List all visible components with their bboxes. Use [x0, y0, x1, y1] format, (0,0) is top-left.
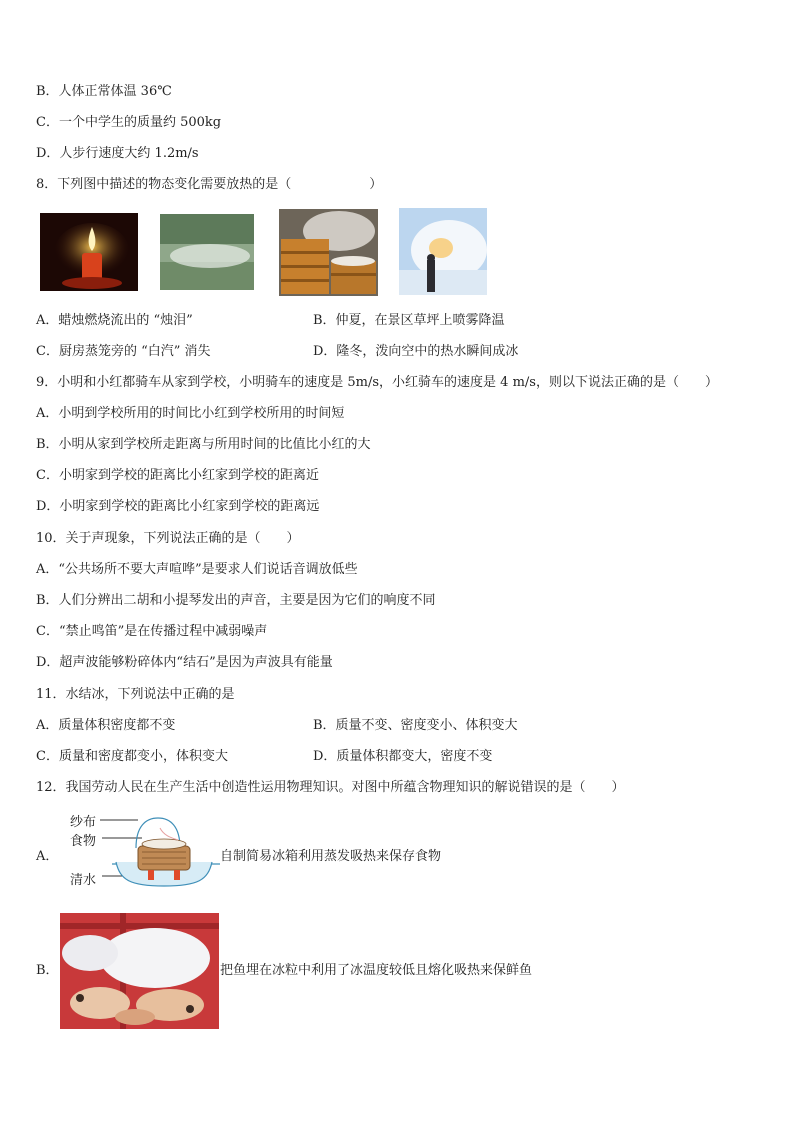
q8-option-a: A．蜡烛燃烧流出的 “烛泪” [36, 313, 193, 328]
q12-option-b-letter: B． [36, 963, 59, 978]
q9-option-a: A．小明到学校所用的时间比小红到学校所用的时间短 [36, 406, 345, 421]
q11-option-b: B．质量不变、密度变小、体积变大 [313, 718, 518, 733]
q8-option-b: B．仲夏，在景区草坪上喷雾降温 [313, 313, 505, 328]
q9-option-b: B．小明从家到学校所走距离与所用时间的比值比小红的大 [36, 437, 371, 452]
q10-option-d: D．超声波能够粉碎体内“结石”是因为声波具有能量 [36, 655, 333, 670]
q8-stem: 8．下列图中描述的物态变化需要放热的是（ ） [36, 177, 383, 192]
q7-option-d: D．人步行速度大约 1.2m/s [36, 146, 199, 161]
q10-option-a: A．“公共场所不要大声喧哗”是要求人们说话音调放低些 [36, 562, 358, 577]
q10-stem: 10．关于声现象，下列说法正确的是（ ） [36, 531, 300, 546]
q12-option-b-text: 把鱼埋在冰粒中利用了冰温度较低且熔化吸热来保鲜鱼 [220, 963, 533, 978]
q10-option-c: C．“禁止鸣笛”是在传播过程中减弱噪声 [36, 624, 268, 639]
food-label: 食物 [70, 834, 97, 849]
q10-option-b: B．人们分辨出二胡和小提琴发出的声音，主要是因为它们的响度不同 [36, 593, 436, 608]
q8-option-c: C．厨房蒸笼旁的 “白汽” 消失 [36, 344, 211, 359]
q12-option-a-letter: A． [36, 849, 59, 864]
q7-option-c: C．一个中学生的质量约 500kg [36, 115, 222, 130]
q12-option-a-text: 自制简易冰箱利用蒸发吸热来保存食物 [220, 849, 442, 864]
q12-stem: 12．我国劳动人民在生产生活中创造性运用物理知识。对图中所蕴含物理知识的解说错误的是（ ） [36, 780, 625, 795]
fish-on-ice-image [60, 913, 219, 1029]
q11-option-a: A．质量体积密度都不变 [36, 718, 176, 733]
q11-option-d: D．质量体积都变大，密度不变 [313, 749, 493, 764]
q11-stem: 11．水结冰，下列说法中正确的是 [36, 687, 235, 702]
lawn-sprinkler-image [160, 214, 254, 290]
q7-option-b: B．人体正常体温 36℃ [36, 84, 172, 99]
candle-image [40, 213, 138, 291]
q9-stem: 9．小明和小红都骑车从家到学校，小明骑车的速度是 5m/s，小红骑车的速度是 4 m/s，则以下说法正确的是（ ） [36, 375, 718, 390]
q11-option-c: C．质量和密度都变小，体积变大 [36, 749, 228, 764]
q8-option-d: D．隆冬，泼向空中的热水瞬间成冰 [313, 344, 519, 359]
water-label: 清水 [70, 873, 97, 888]
q9-option-c: C．小明家到学校的距离比小红家到学校的距离近 [36, 468, 319, 483]
q9-option-d: D．小明家到学校的距离比小红家到学校的距离远 [36, 499, 320, 514]
frozen-water-image [399, 208, 487, 295]
simple-fridge-diagram [60, 808, 220, 890]
steamer-image [279, 209, 378, 296]
gauze-label: 纱布 [70, 815, 97, 830]
